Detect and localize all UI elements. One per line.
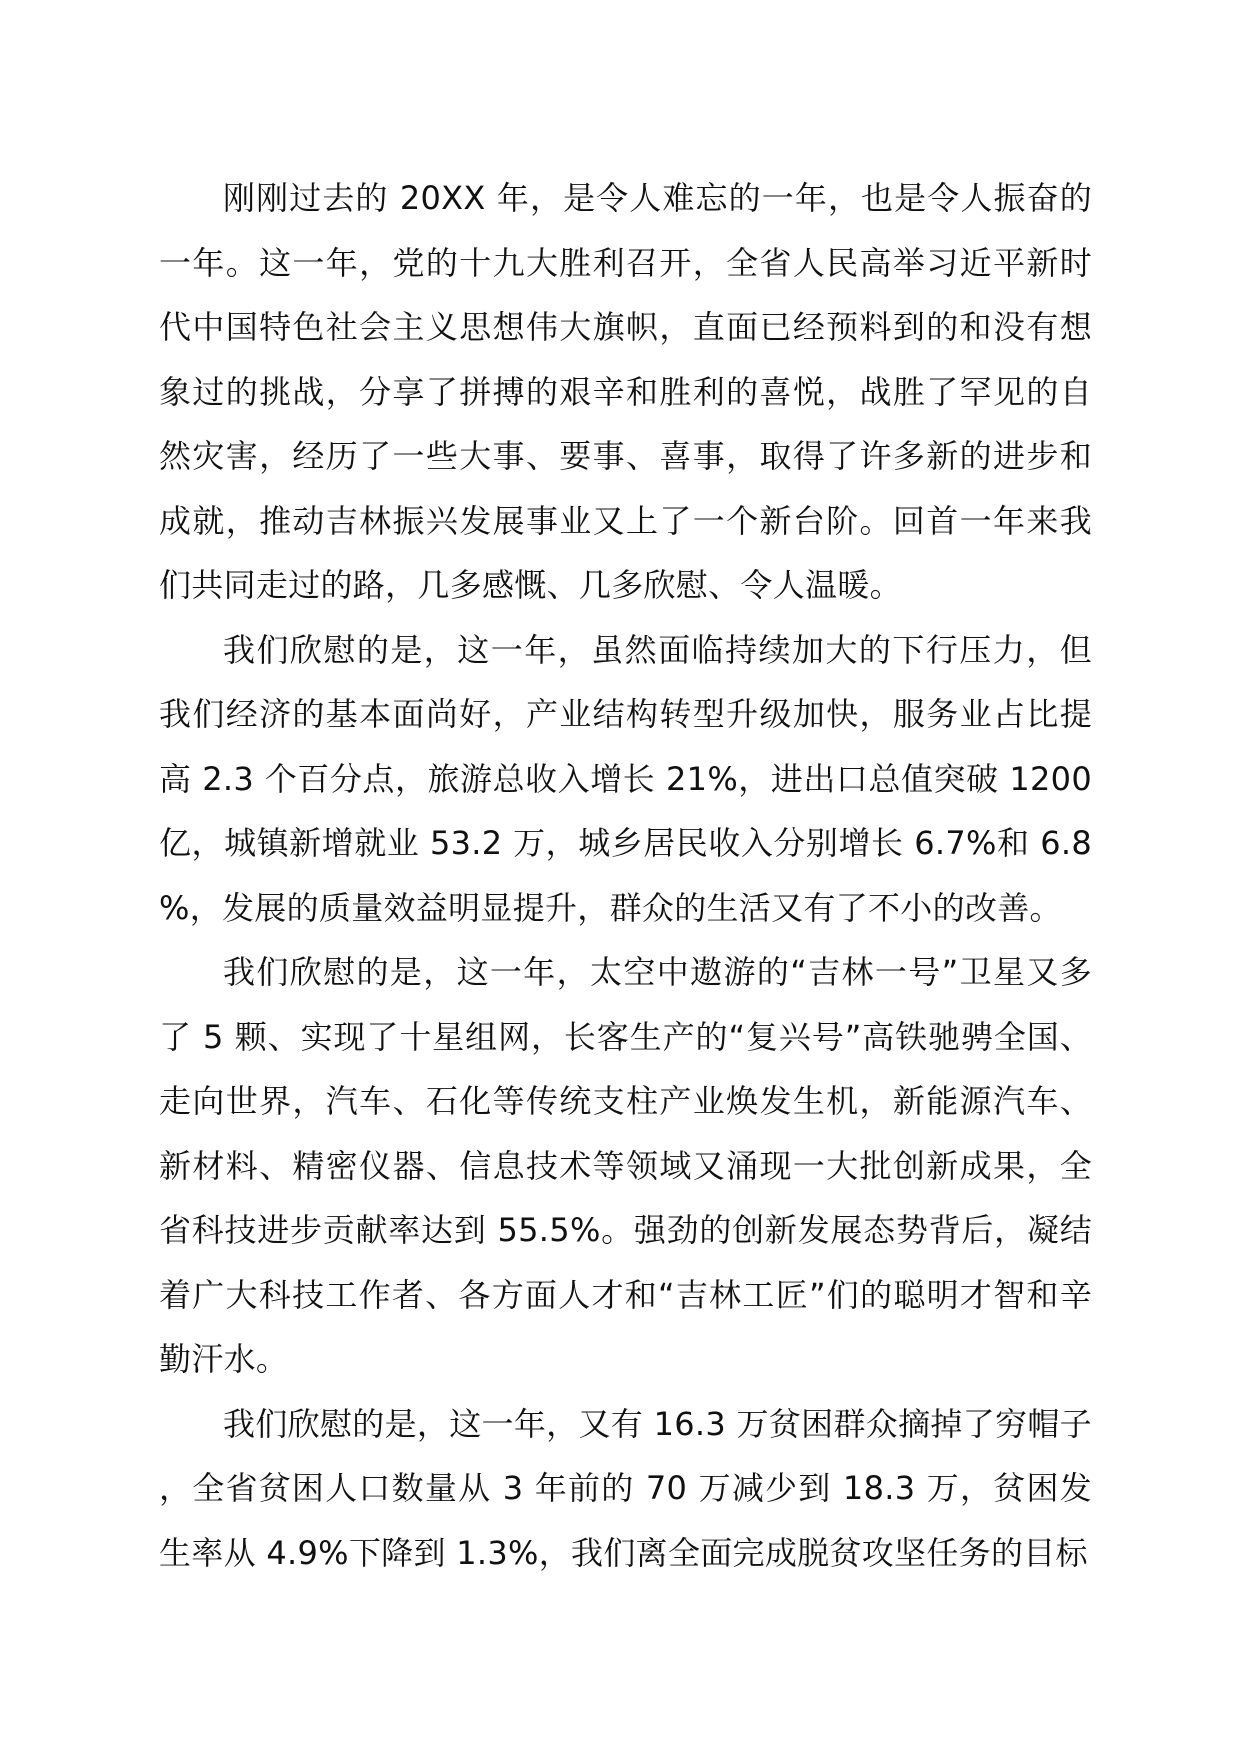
paragraph-4: 我们欣慰的是，这一年，又有 16.3 万贫困群众摘掉了穷帽子，全省贫困人口数量从 3 年前的 70 万减少到 18.3 万，贫困发生率从 4.9%下降到 1.3%，我们离全面完成脱贫攻坚任务的目标 <box>159 1404 1092 1572</box>
paragraph-2: 我们欣慰的是，这一年，虽然面临持续加大的下行压力，但我们经济的基本面尚好，产业结构转型升级加快，服务业占比提高 2.3 个百分点，旅游总收入增长 21%，进出口总值突破 1200 亿，城镇新增就业 53.2 万，城乡居民收入分别增长 6.7%和 6.8%，发展的质量效益明显提升，群众的生活又有了不小的改善。 <box>159 630 1092 927</box>
paragraph-1: 刚刚过去的 20XX 年，是令人难忘的一年，也是令人振奋的一年。这一年，党的十九大胜利召开，全省人民高举习近平新时代中国特色社会主义思想伟大旗帜，直面已经预料到的和没有想象过的挑战，分享了拼搏的艰辛和胜利的喜悦，战胜了罕见的自然灾害，经历了一些大事、要事、喜事，取得了许多新的进步和成就，推动吉林振兴发展事业又上了一个新台阶。回首一年来我们共同走过的路，几多感慨、几多欣慰、令人温暖。 <box>159 179 1092 604</box>
paragraph-3: 我们欣慰的是，这一年，太空中遨游的“吉林一号”卫星又多了 5 颗、实现了十星组网，长客生产的“复兴号”高铁驰骋全国、走向世界，汽车、石化等传统支柱产业焕发生机，新能源汽车、新材料、精密仪器、信息技术等领域又涌现一大批创新成果，全省科技进步贡献率达到 55.5%。强劲的创新发展态势背后，凝结着广大科技工作者、各方面人才和“吉林工匠”们的聪明才智和辛勤汗水。 <box>159 953 1092 1378</box>
document-body <box>159 166 1092 1585</box>
